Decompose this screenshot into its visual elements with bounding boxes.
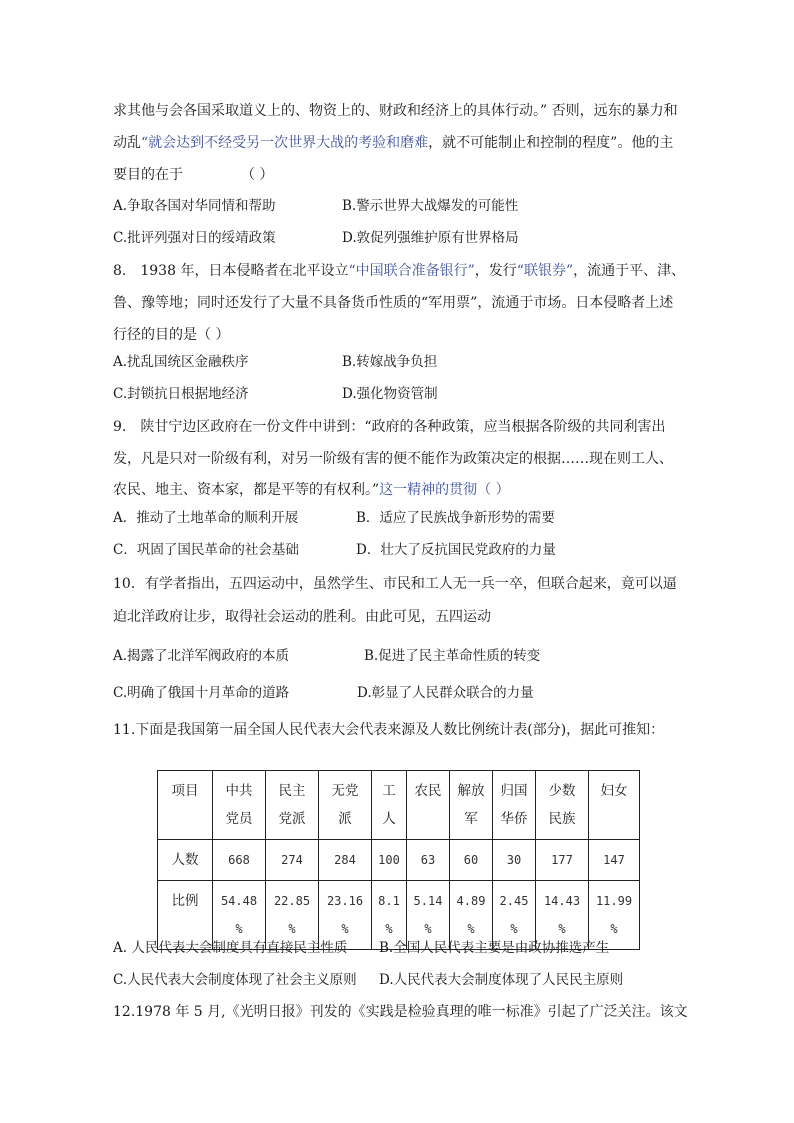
table-cell: 177 (536, 840, 589, 881)
q9-line1-text: 陕甘宁边区政府在一份文件中讲到：“政府的各种政策，应当根据各阶级的共同利害出 (140, 419, 666, 435)
q8-line3: 行径的目的是（ ） (113, 327, 230, 343)
q8-line1 (113, 261, 685, 281)
q7-line3-text: 要目的在于 (113, 167, 183, 183)
table-cell: 284 (319, 840, 372, 881)
table-cell: 4.89 % (450, 881, 493, 950)
q11-line1: 11.下面是我国第一届全国人民代表大会代表来源及人数比例统计表(部分)，据此可推知： (113, 722, 665, 738)
q11-option-a: A. 人民代表大会制度具有直接民主性质 (113, 940, 348, 956)
q9-line2: 发，凡是只对一阶级有利，对另一阶级有害的便不能作为政策决定的根据……现在则工人、 (113, 451, 673, 467)
q9-line3-b: 这一精神的贯彻（ ） (379, 482, 510, 498)
q10-option-b: B.促进了民主革命性质的转变 (364, 648, 541, 664)
table-cell: 100 (372, 840, 407, 881)
table-cell: 22.85 % (266, 881, 319, 950)
table-cell: 60 (450, 840, 493, 881)
q8-line1-quote1: “中国联合准备银行” (348, 263, 475, 279)
table-cell: 147 (589, 840, 640, 881)
q10-option-a: A.揭露了北洋军阀政府的本质 (113, 648, 290, 664)
q8-line1-a: 1938 年，日本侵略者在北平设立 (140, 263, 349, 279)
table-row-label: 比例 (158, 881, 213, 950)
q8-option-d: D.强化物资管制 (342, 386, 438, 402)
table-header-cell: 无党 派 (319, 771, 372, 840)
table-cell: 11.99 % (589, 881, 640, 950)
q9-option-a: A．推动了土地革命的顺利开展 (113, 510, 299, 526)
table-header-cell: 归国 华侨 (493, 771, 536, 840)
q8-line1-c: ，流通于平、津、 (573, 263, 686, 279)
q11-option-c: C.人民代表大会制度体现了社会主义原则 (113, 972, 357, 988)
q9-option-b: B．适应了民族战争新形势的需要 (356, 510, 555, 526)
q7-line1: 求其他与会各国采取道义上的、物资上的、财政和经济上的具体行动。” 否则，远东的暴力和 (113, 103, 678, 119)
table-cell: 54.48 % (213, 881, 266, 950)
table-cell: 63 (407, 840, 450, 881)
table-cell: 5.14 % (407, 881, 450, 950)
q11-option-d: D.人民代表大会制度体现了人民民主原则 (379, 972, 624, 988)
q8-line1-quote2: “联银券” (516, 263, 574, 279)
q10-option-d: D.彰显了人民群众联合的力量 (357, 685, 534, 701)
q7-line2-quote: “就会达到不经受另一次世界大战的考验和磨难 (141, 135, 429, 151)
q12-line1: 12.1978 年 5 月,《光明日报》刊发的《实践是检验真理的唯一标准》引起了广泛关注。该文 (113, 1004, 688, 1020)
q7-line2 (113, 133, 673, 153)
q7-answer-paren: （ ） (241, 167, 274, 183)
q7-option-b: B.警示世界大战爆发的可能性 (342, 198, 519, 214)
q9-line1 (113, 417, 666, 437)
table-cell: 14.43 % (536, 881, 589, 950)
delegate-statistics-table (157, 770, 640, 950)
q10-line2: 迫北洋政府让步，取得社会运动的胜利。由此可见，五四运动 (113, 609, 491, 625)
table-row-counts (158, 840, 640, 881)
q8-option-b: B.转嫁战争负担 (342, 354, 438, 370)
q7-option-c: C.批评列强对日的绥靖政策 (113, 230, 276, 246)
q8-number: 8. (113, 263, 127, 279)
table-cell: 274 (266, 840, 319, 881)
table-row-header (158, 771, 640, 840)
q8-option-c: C.封锁抗日根据地经济 (113, 386, 249, 402)
q7-line3 (113, 165, 273, 185)
q8-option-a: A.扰乱国统区金融秩序 (113, 354, 249, 370)
table-header-cell: 少数 民族 (536, 771, 589, 840)
q8-line1-b: ，发行 (474, 263, 517, 279)
q11-option-b: B.全国人民代表主要是由政协推选产生 (379, 940, 610, 956)
q7-line2-a: 动乱 (113, 135, 141, 151)
q10-line1: 10．有学者指出，五四运动中，虽然学生、市民和工人无一兵一卒，但联合起来，竟可以逼 (113, 576, 677, 592)
table-header-cell: 民主 党派 (266, 771, 319, 840)
q9-option-d: D．壮大了反抗国民党政府的力量 (356, 542, 556, 558)
q8-line2: 鲁、豫等地；同时还发行了大量不具备货币性质的“军用票”，流通于市场。日本侵略者上述 (113, 295, 674, 311)
q9-option-c: C．巩固了国民革命的社会基础 (113, 542, 299, 558)
table-header-cell: 妇女 (589, 771, 640, 840)
table-header-cell: 项目 (158, 771, 213, 840)
table-header-cell: 农民 (407, 771, 450, 840)
table-header-cell: 工 人 (372, 771, 407, 840)
table-cell: 8.1 % (372, 881, 407, 950)
q7-option-a: A.争取各国对华同情和帮助 (113, 198, 276, 214)
q7-option-d: D.敦促列强维护原有世界格局 (342, 230, 519, 246)
table-cell: 30 (493, 840, 536, 881)
q10-option-c: C.明确了俄国十月革命的道路 (113, 685, 290, 701)
table-cell: 668 (213, 840, 266, 881)
table-header-cell: 中共 党员 (213, 771, 266, 840)
table-header-cell: 解放 军 (450, 771, 493, 840)
table-cell: 23.16 % (319, 881, 372, 950)
q9-line3-a: 农民、地主、资本家，都是平等的有权利。” (113, 482, 380, 498)
q9-number: 9. (113, 419, 127, 435)
q9-line3 (113, 480, 510, 500)
table-row-label: 人数 (158, 840, 213, 881)
table-cell: 2.45 % (493, 881, 536, 950)
q7-line2-b: ，就不可能制止和控制的程度”。他的主 (428, 135, 674, 151)
